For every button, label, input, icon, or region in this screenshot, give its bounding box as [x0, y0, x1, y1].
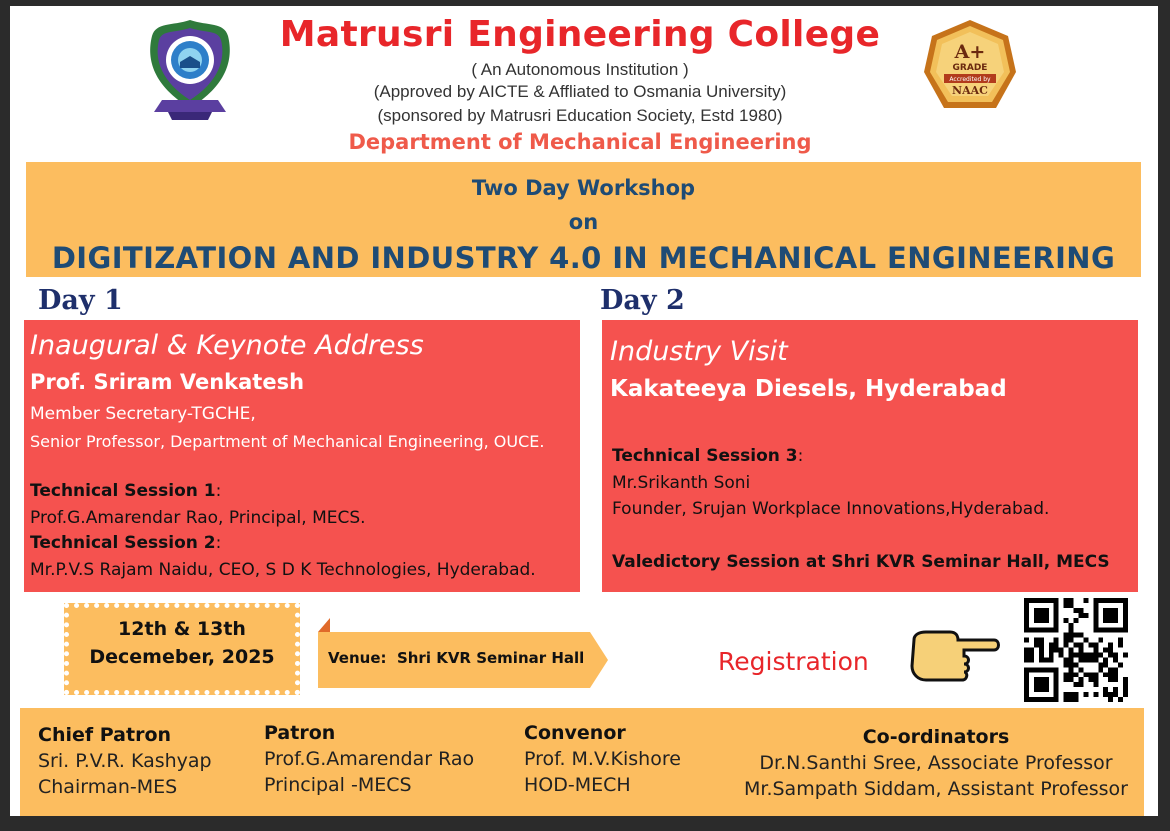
chief-patron-title: Chief Patron	[38, 724, 172, 746]
ts2-label: Technical Session 2	[30, 533, 216, 553]
ts2-speaker: Mr.P.V.S Rajam Naidu, CEO, S D K Technologies, Hyderabad.	[30, 560, 536, 580]
day2-heading: Industry Visit	[610, 336, 788, 367]
registration-label[interactable]: Registration	[718, 647, 869, 676]
workshop-on: on	[568, 210, 599, 234]
registration-qr-code[interactable]	[1024, 598, 1128, 702]
day1-label: Day 1	[38, 285, 123, 316]
convenor-name: Prof. M.V.Kishore	[524, 748, 681, 770]
technical-session-1: Technical Session 1:	[30, 481, 222, 501]
coordinators-block	[736, 726, 1136, 800]
svg-text:A+: A+	[954, 41, 986, 63]
coordinator-2: Mr.Sampath Siddam, Assistant Professor	[744, 778, 1128, 800]
department-name: Department of Mechanical Engineering	[348, 130, 812, 154]
sponsor-line: (sponsored by Matrusri Education Society, Estd 1980)	[377, 106, 783, 125]
speaker-role-2: Senior Professor, Department of Mechanical Engineering, OUCE.	[30, 432, 545, 451]
patron-name: Prof.G.Amarendar Rao	[264, 748, 475, 770]
ts1-speaker: Prof.G.Amarendar Rao, Principal, MECS.	[30, 508, 366, 528]
event-date	[64, 603, 300, 695]
day2-label: Day 2	[600, 285, 685, 316]
chief-patron-role: Chairman-MES	[38, 776, 178, 798]
day1-heading: Inaugural & Keynote Address	[30, 330, 424, 361]
approval-line: (Approved by AICTE & Affliated to Osmania University)	[373, 82, 787, 101]
day1-panel	[24, 320, 580, 592]
workshop-poster	[10, 6, 1158, 816]
ts3-speaker: Mr.Srikanth Soni	[612, 473, 751, 493]
patron-block	[264, 722, 474, 796]
technical-session-2: Technical Session 2:	[30, 533, 222, 553]
day2-panel	[602, 320, 1138, 592]
keynote-speaker: Prof. Sriram Venkatesh	[30, 370, 305, 394]
pointing-hand-icon	[906, 624, 1002, 684]
college-logo	[142, 16, 238, 124]
svg-text:Accredited by: Accredited by	[949, 76, 991, 83]
chief-patron-block	[38, 724, 212, 798]
workshop-title: DIGITIZATION AND INDUSTRY 4.0 IN MECHANICAL ENGINEERING	[51, 241, 1116, 275]
workshop-title-band	[26, 162, 1141, 277]
venue-info	[328, 649, 608, 667]
workshop-type: Two Day Workshop	[471, 176, 696, 200]
ts1-label: Technical Session 1	[30, 481, 216, 501]
technical-session-3: Technical Session 3:	[612, 446, 804, 466]
autonomous-line: ( An Autonomous Institution )	[471, 60, 689, 79]
svg-text:GRADE: GRADE	[952, 63, 988, 73]
convenor-role: HOD-MECH	[524, 774, 631, 796]
ts3-label: Technical Session 3	[612, 446, 798, 466]
chief-patron-name: Sri. P.V.R. Kashyap	[38, 750, 212, 772]
visit-place: Kakateeya Diesels, Hyderabad	[610, 376, 1007, 402]
ts3-role: Founder, Srujan Workplace Innovations,Hyderabad.	[612, 499, 1050, 519]
venue-name: Shri KVR Seminar Hall	[396, 649, 585, 667]
college-name: Matrusri Engineering College	[279, 14, 881, 55]
patron-role: Principal -MECS	[264, 774, 412, 796]
svg-text:NAAC: NAAC	[952, 84, 988, 97]
date-line-1: 12th & 13th	[118, 618, 246, 640]
venue-label: Venue:	[328, 649, 387, 667]
convenor-title: Convenor	[524, 722, 626, 744]
speaker-role-1: Member Secretary-TGCHE,	[30, 404, 256, 424]
date-line-2: Decemeber, 2025	[89, 646, 275, 668]
organizers-footer	[20, 708, 1144, 816]
patron-title: Patron	[264, 722, 336, 744]
valedictory-session: Valedictory Session at Shri KVR Seminar Hall, MECS	[612, 552, 1110, 572]
naac-seal	[922, 18, 1018, 118]
coordinators-title: Co-ordinators	[862, 726, 1010, 748]
convenor-block	[524, 722, 681, 796]
coordinator-1: Dr.N.Santhi Sree, Associate Professor	[759, 752, 1113, 774]
